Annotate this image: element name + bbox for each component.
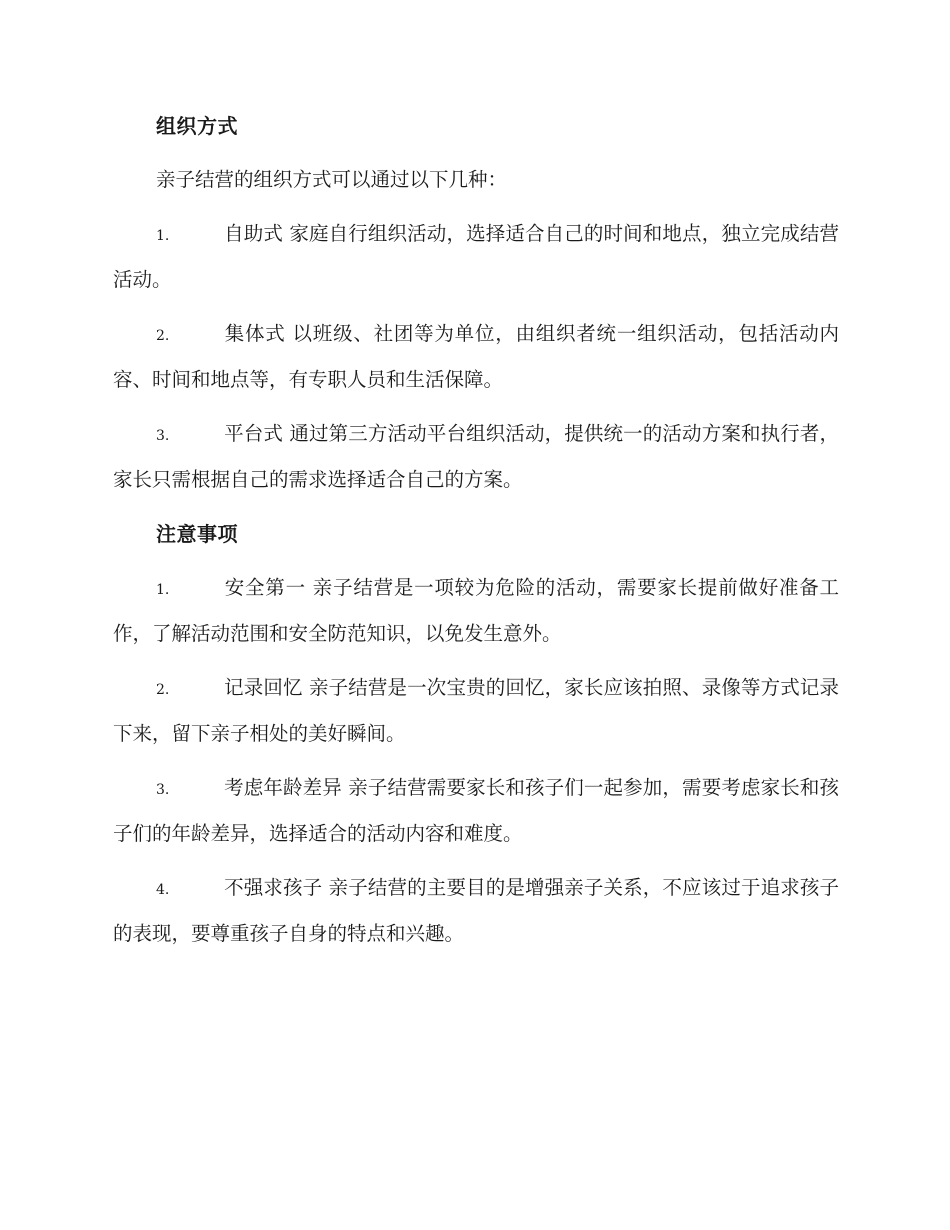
list-item-text: 平台式 通过第三方活动平台组织活动，提供统一的活动方案和执行者，家长只需根据自己的需求选择适合自己的方案。	[113, 422, 839, 491]
list-item-text: 记录回忆 亲子结营是一次宝贵的回忆，家长应该拍照、录像等方式记录下来，留下亲子相处的美好瞬间。	[113, 676, 839, 745]
document-body	[113, 104, 839, 966]
section-heading-organization: 组织方式	[156, 114, 238, 138]
list-item	[113, 212, 839, 302]
list-item-text: 集体式 以班级、社团等为单位，由组织者统一组织活动，包括活动内容、时间和地点等，有专职人员和生活保障。	[113, 322, 839, 391]
list-number: 2.	[156, 682, 170, 698]
list-number: 3.	[156, 782, 170, 798]
list-number: 1.	[156, 228, 170, 244]
list-item	[113, 666, 839, 756]
list-item	[113, 866, 839, 956]
list-number: 4.	[156, 882, 170, 898]
list-number: 1.	[156, 582, 170, 598]
list-number: 3.	[156, 428, 170, 444]
list-number: 2.	[156, 328, 170, 344]
organization-intro: 亲子结营的组织方式可以通过以下几种：	[156, 168, 508, 191]
list-item-text: 不强求孩子 亲子结营的主要目的是增强亲子关系，不应该过于追求孩子的表现，要尊重孩子自身的特点和兴趣。	[113, 876, 839, 945]
list-item-text: 安全第一 亲子结营是一项较为危险的活动，需要家长提前做好准备工作，了解活动范围和安全防范知识，以免发生意外。	[113, 576, 839, 645]
list-item	[113, 412, 839, 502]
section-heading-notes: 注意事项	[156, 522, 238, 546]
list-item-text: 考虑年龄差异 亲子结营需要家长和孩子们一起参加，需要考虑家长和孩子们的年龄差异，选择适合的活动内容和难度。	[113, 776, 839, 845]
list-item	[113, 312, 839, 402]
list-item	[113, 766, 839, 856]
list-item	[113, 566, 839, 656]
list-item-text: 自助式 家庭自行组织活动，选择适合自己的时间和地点，独立完成结营活动。	[113, 222, 839, 291]
